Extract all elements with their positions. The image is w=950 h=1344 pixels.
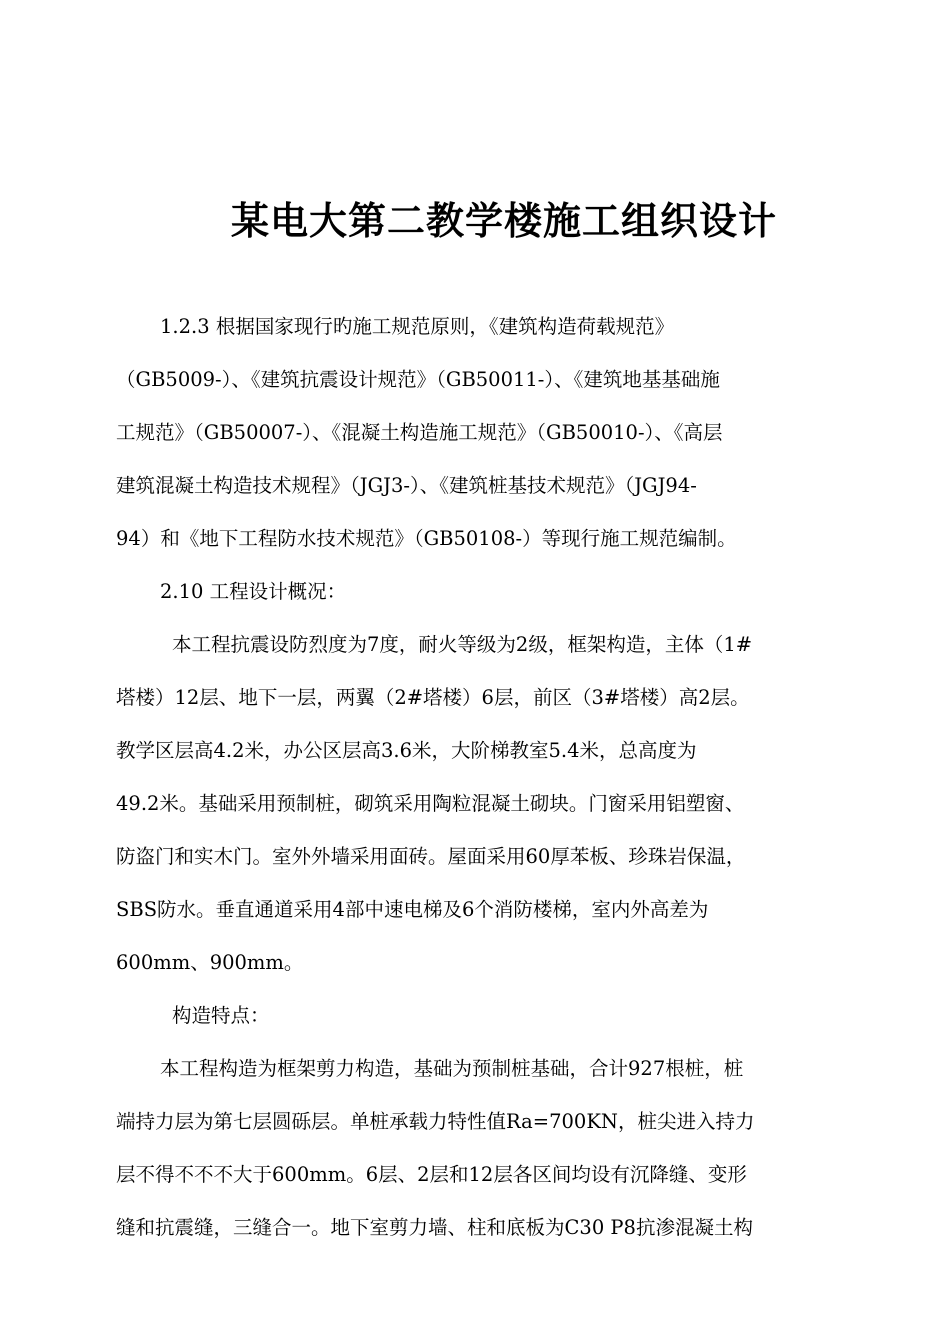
- paragraph-line: 工规范》（GB50007-）、《混凝土构造施工规范》（GB50010-）、《高层: [116, 421, 723, 444]
- paragraph-line: 本工程抗震设防烈度为7度，耐火等级为2级，框架构造，主体（1#: [172, 633, 753, 656]
- paragraph-line: SBS防水。垂直通道采用4部中速电梯及6个消防楼梯，室内外高差为: [116, 898, 709, 921]
- paragraph-line: 94）和《地下工程防水技术规范》（GB50108-）等现行施工规范编制。: [116, 527, 737, 550]
- paragraph-line: 塔楼）12层、地下一层，两翼（2#塔楼）6层，前区（3#塔楼）高2层。: [116, 686, 750, 709]
- document-title: 某电大第二教学楼施工组织设计: [230, 198, 777, 243]
- paragraph-line: 防盗门和实木门。室外外墙采用面砖。屋面采用60厚苯板、珍珠岩保温，: [116, 845, 746, 868]
- paragraph-line: 1.2.3 根据国家现行旳施工规范原则，《建筑构造荷载规范》: [160, 315, 675, 338]
- paragraph-line: （GB5009-）、《建筑抗震设计规范》（GB50011-）、《建筑地基基础施: [116, 368, 720, 391]
- paragraph-line: 建筑混凝土构造技术规程》（JGJ3-）、《建筑桩基技术规范》（JGJ94-: [116, 474, 697, 497]
- paragraph-line: 600mm、900mm。: [116, 951, 304, 974]
- paragraph-line: 49.2米。基础采用预制桩，砌筑采用陶粒混凝土砌块。门窗采用铝塑窗、: [116, 792, 745, 815]
- section-heading: 构造特点：: [172, 1004, 270, 1027]
- paragraph-line: 层不得不不不大于600mm。6层、2层和12层各区间均设有沉降缝、变形: [116, 1163, 747, 1186]
- paragraph-line: 教学区层高4.2米，办公区层高3.6米，大阶梯教室5.4米，总高度为: [116, 739, 697, 762]
- paragraph-line: 缝和抗震缝，三缝合一。地下室剪力墙、柱和底板为C30 P8抗渗混凝土构: [116, 1216, 753, 1239]
- paragraph-line: 本工程构造为框架剪力构造，基础为预制桩基础，合计927根桩，桩: [160, 1057, 744, 1080]
- section-heading: 2.10 工程设计概况：: [160, 580, 347, 603]
- paragraph-line: 端持力层为第七层圆砾层。单桩承载力特性值Ra=700KN，桩尖进入持力: [116, 1110, 755, 1133]
